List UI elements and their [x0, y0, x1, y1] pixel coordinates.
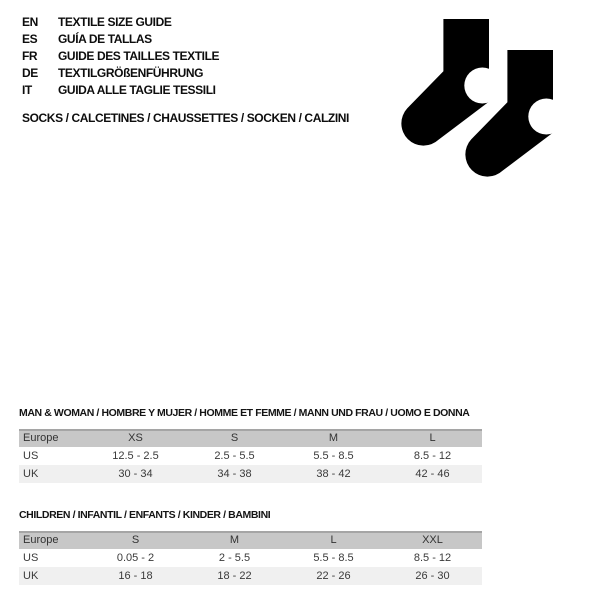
- column-header: L: [330, 534, 337, 546]
- table-title: MAN & WOMAN / HOMBRE Y MUJER / HOMME ET FEMME / MANN UND FRAU / UOMO E DONNA: [19, 407, 470, 419]
- size-value: 2 - 5.5: [218, 552, 251, 564]
- size-value: 38 - 42: [316, 468, 351, 480]
- size-value: 8.5 - 12: [413, 450, 452, 462]
- size-value: 8.5 - 12: [413, 552, 452, 564]
- language-row: [22, 82, 219, 99]
- language-row: [22, 48, 219, 65]
- language-label: GUIDE DES TAILLES TEXTILE: [58, 49, 220, 63]
- size-value: 5.5 - 8.5: [313, 552, 354, 564]
- table-row: [19, 549, 482, 567]
- column-header: M: [229, 534, 240, 546]
- size-table-adult-section: [19, 407, 483, 483]
- language-label: GUÍA DE TALLAS: [58, 32, 152, 46]
- table-row: [19, 465, 482, 483]
- size-table-children-section: [19, 509, 483, 585]
- column-header: Europe: [23, 534, 59, 546]
- column-header: Europe: [23, 432, 59, 444]
- table-row: [19, 447, 482, 465]
- table-row: [19, 567, 482, 585]
- column-header: L: [429, 432, 436, 444]
- language-label: TEXTILGRÖßENFÜHRUNG: [58, 66, 204, 80]
- language-row: [22, 65, 219, 82]
- row-label: UK: [23, 570, 39, 582]
- size-value: 22 - 26: [316, 570, 351, 582]
- language-code: DE: [22, 66, 38, 80]
- column-header: XXL: [422, 534, 443, 546]
- language-label: TEXTILE SIZE GUIDE: [58, 15, 172, 29]
- size-table: [19, 429, 482, 483]
- size-value: 0.05 - 2: [116, 552, 155, 564]
- language-row: [22, 31, 219, 48]
- language-list: [22, 14, 219, 99]
- size-value: 30 - 34: [118, 468, 153, 480]
- language-code: ES: [22, 32, 38, 46]
- category-heading: SOCKS / CALCETINES / CHAUSSETTES / SOCKEN / CALZINI: [22, 111, 349, 125]
- row-label: UK: [23, 468, 39, 480]
- column-header: S: [230, 432, 239, 444]
- column-header: M: [328, 432, 339, 444]
- language-code: EN: [22, 15, 38, 29]
- language-code: FR: [22, 49, 38, 63]
- size-value: 42 - 46: [415, 468, 450, 480]
- size-value: 34 - 38: [217, 468, 252, 480]
- language-code: IT: [22, 83, 32, 97]
- size-value: 12.5 - 2.5: [112, 450, 159, 462]
- size-value: 5.5 - 8.5: [313, 450, 354, 462]
- language-row: [22, 14, 219, 31]
- size-value: 2.5 - 5.5: [214, 450, 255, 462]
- table-title: CHILDREN / INFANTIL / ENFANTS / KINDER / BAMBINI: [19, 509, 271, 521]
- row-label: US: [23, 450, 39, 462]
- language-label: GUIDA ALLE TAGLIE TESSILI: [58, 83, 216, 97]
- size-value: 18 - 22: [217, 570, 252, 582]
- table-header-row: [19, 531, 482, 549]
- row-label: US: [23, 552, 39, 564]
- socks-icon: [397, 17, 559, 182]
- size-value: 16 - 18: [118, 570, 153, 582]
- table-header-row: [19, 429, 482, 447]
- column-header: XS: [128, 432, 143, 444]
- size-value: 26 - 30: [415, 570, 450, 582]
- size-table: [19, 531, 482, 585]
- column-header: S: [131, 534, 140, 546]
